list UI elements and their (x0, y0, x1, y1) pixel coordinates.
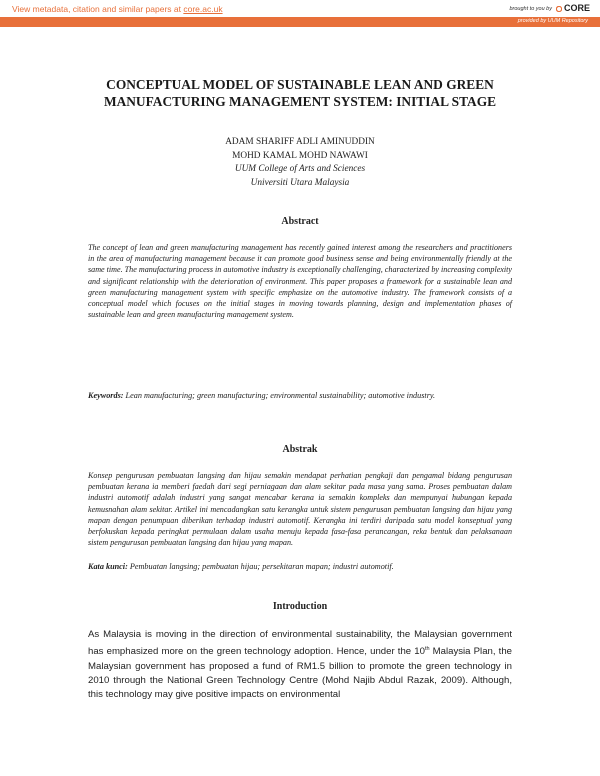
brought-by-text: brought to you by (509, 6, 552, 12)
kata-kunci-text: Pembuatan langsing; pembuatan hijau; persekitaran mapan; industri automotif. (127, 562, 394, 571)
introduction-text-b: Malaysia Plan, the Malaysian government has proposed a fund of RM1.5 billion to promote the green technology in 2010 through the National Green Technology Centre (Mohd Najib Abdul Razak, 2009). Although, this technology may give positive impacts on environmental (88, 646, 512, 701)
provided-by-text: provided by UUM Repository (517, 18, 588, 24)
abstract-body: The concept of lean and green manufacturing management has recently gained interest among the researchers and practitioners in the area of manufacturing management because it can promote good business sense and being environmentally friendly at the same time. The manufacturing process in automotive industry is exceptionally challenging, characterized by increasing complexity and significant relationship with the deterioration of environment. This paper proposes a framework for a sustainable lean and green manufacturing management system with specific emphasize on the automotive industry. The framework consists of a conceptual model which focuses on the initial stages in moving towards planning, design and implementation phases of sustainable lean and green manufacturing management system. (88, 243, 512, 320)
abstrak-body: Konsep pengurusan pembuatan langsing dan hijau semakin mendapat perhatian pengkaji dan pengamal bidang pengurusan pembuatan kerana ia memberi faedah dari segi perniagaan dan alam sekitar pada masa yang sama. Proses pembuatan dalam industri automotif adalah industri yang sangat mencabar kerana ia semakin kompleks dan mempunyai hubungan kepada kemusnahan alam sekitar. Artikel ini mencadangkan satu kerangka untuk sistem pengurusan pembuatan langsing dan hijau yang mapan dengan penumpuan diberikan terhadap industri automotif. Kerangka ini terdiri daripada satu model konseptual yang berfokuskan kepada peringkat permulaan dalam usaha menuju kepada fasa-fasa perancangan, reka bentuk dan pelaksanaan sistem pengurusan pembuatan langsing dan hijau yang mapan. (88, 471, 512, 548)
author-2: MOHD KAMAL MOHD NAWAWI (232, 150, 368, 161)
introduction-text-a: As Malaysia is moving in the direction of environmental sustainability, the Malaysian government has emphasized more on the green technology adoption. Hence, under the 10 (88, 629, 512, 658)
keywords-text: Lean manufacturing; green manufacturing; environmental sustainability; automotive industry. (123, 391, 436, 400)
author-block (60, 136, 540, 190)
introduction-heading: Introduction (272, 601, 328, 612)
keywords-label: Keywords: (88, 391, 124, 400)
abstrak-heading: Abstrak (282, 444, 318, 455)
metadata-link-prefix: View metadata, citation and similar papers at (12, 4, 184, 14)
introduction-body (88, 628, 512, 703)
title-line-2: MANUFACTURING MANAGEMENT SYSTEM: INITIAL STAGE (103, 94, 497, 109)
kata-kunci-label: Kata kunci: (88, 562, 128, 571)
abstract-keywords (88, 390, 512, 402)
core-logo-icon (556, 6, 562, 12)
title-line-1: CONCEPTUAL MODEL OF SUSTAINABLE LEAN AND GREEN (106, 77, 494, 92)
affiliation-2: Universiti Utara Malaysia (250, 177, 350, 188)
paper-title (60, 76, 540, 110)
author-1: ADAM SHARIFF ADLI AMINUDDIN (225, 137, 375, 147)
introduction-sup: th (424, 646, 430, 653)
core-logo[interactable] (556, 3, 590, 13)
provided-by-bar (0, 17, 600, 27)
core-link[interactable]: core.ac.uk (183, 4, 223, 14)
metadata-link[interactable] (12, 4, 223, 14)
affiliation-1: UUM College of Arts and Sciences (234, 164, 366, 174)
abstract-heading: Abstract (281, 216, 319, 227)
core-logo-label: CORE (563, 3, 590, 13)
abstrak-keywords (88, 561, 512, 573)
top-bar (0, 0, 600, 18)
